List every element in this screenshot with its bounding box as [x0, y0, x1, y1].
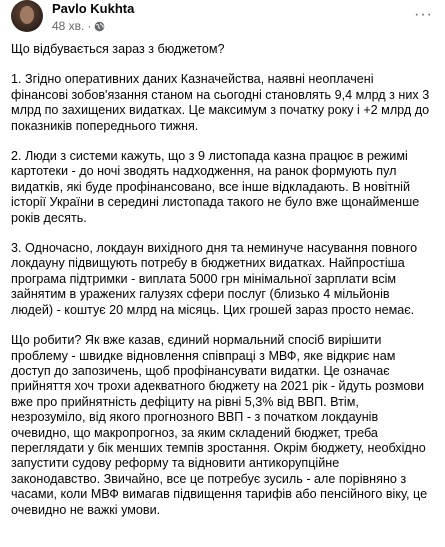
post-meta	[52, 19, 105, 33]
post-paragraph: Що робити? Як вже казав, єдиний нормальний спосіб вирішити проблему - швидке відновлення співпраці з МВФ, яке відкриє нам доступ до запозичень, щоб профінансувати видатки. Це означає прийняття хоч трохи адекватного бюджету на 2021 рік - йдуть розмови вже про прийнятність дефіциту на рівні 5,3% від ВВП. Втім, незрозуміло, від якого прогнозного ВВП - з початком локдаунів очевидно, що макропрогноз, за яким складений бюджет, треба переглядати у бік менших темпів зростання. Окрім бюджету, необхідно запустити судову реформу та відновити антикорупційне законодавство. Звичайно, все це потребує зусиль - але порівняно з часами, коли МВФ вимагав підвищення тарифів або пенсійного віку, це очевидно не важкі умови.	[11, 333, 428, 517]
meta-separator: ·	[87, 19, 92, 33]
author-name[interactable]: Pavlo Kukhta	[52, 1, 135, 16]
avatar-face	[20, 6, 34, 24]
post-paragraph: 1. Згідно оперативних даних Казначейства, наявні неоплачені фінансові зобов'язання станом на сьогодні становлять 9,4 млрд з них 3 млрд по захищених видатках. Це максимум з початку року і +2 млрд до показників попереднього тижня.	[11, 72, 430, 133]
post-paragraph: Що відбувається зараз з бюджетом?	[11, 42, 225, 56]
more-options-icon[interactable]: ···	[414, 6, 433, 23]
globe-icon[interactable]	[94, 21, 105, 32]
post-paragraph: 3. Одночасно, локдаун вихідного дня та неминуче насування повного локдауну підвищують потребу в бюджетних видатках. Найпростіша програма підтримки - виплата 5000 грн мінімальної зарплати всім зайнятим в уражених галузях сфери послуг (близько 4 мільйонів людей) - коштує 20 млрд на місяць. Цих грошей зараз просто немає.	[11, 241, 418, 317]
post-header	[0, 0, 445, 38]
post-time[interactable]: 48 хв.	[52, 19, 85, 33]
avatar[interactable]	[11, 0, 43, 32]
post-body	[11, 42, 431, 533]
post-paragraph: 2. Люди з системи кажуть, що з 9 листопада казна працює в режимі картотеки - до ночі зводять надходження, на ранок формують пул видатків, які буде профінансовано, все інше відкладають. В новітній історії України в середині листопада такого не було вже щонайменше років десять.	[11, 149, 420, 225]
